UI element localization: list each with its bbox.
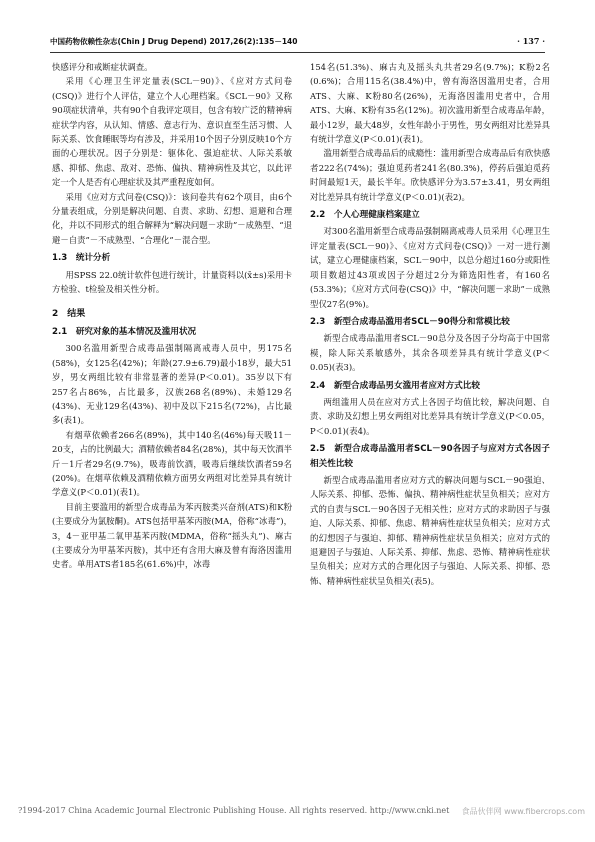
journal-citation: 中国药物依赖性杂志(Chin J Drug Depend) 2017,26(2):135－140: [50, 37, 298, 46]
section-heading: 2 结果: [52, 308, 86, 319]
paragraph: 滥用新型合成毒品后的成瘾性：滥用新型合成毒品后有欣快感者222名(74%)；强迫觅药者241名(80.3%)，停药后强迫觅药时间最短1天，最长半年。欣快感评分为3.57±3.41，男女两组对比差异具有统计学意义(P＜0.01)(表2)。: [310, 148, 550, 202]
page-footer: [18, 806, 585, 815]
section-heading: 2.4 新型合成毒品男女滥用者应对方式比较: [310, 380, 480, 391]
paragraph: 采用《心理卫生评定量表(SCL－90)》、《应对方式问卷(CSQ)》进行个人评估，建立个人心理档案。《SCL－90》又称90项症状清单，共有90个自我评定项目，包含有较广泛的精神病症状学内容，从认知、情感、意志行为、意识直至生活习惯、人际关系、饮食睡眠等均有涉及，并采用10个因子分别反映10个方面的心理状况。因子分别是：躯体化、强迫症状、人际关系敏感、抑郁、焦虑、敌对、恐怖、偏执、精神病性及其它，以此评定一个人是否有心理症状及其严重程度如何。: [52, 76, 292, 188]
paragraph: 300名滥用新型合成毒品强制隔离戒毒人员中，男175名(58%)，女125名(42%)；年龄(27.9±6.79)最小18岁，最大51岁，男女两组比较有非常显著的差异(P＜0.01)。35岁以下有257名占86%，占比最多，汉族268名(89%)、未婚129名(43%)、无业129名(43%)、初中及以下215名(72%)，占比最多(表1)。: [52, 343, 292, 426]
paragraph: 采用《应对方式问卷(CSQ)》：该问卷共有62个项目，由6个分量表组成，分别是解决问题、自责、求助、幻想、退避和合理化，并以不同形式的组合解释为“解决问题－求助”－成熟型、“退避－自责”－不成熟型、“合理化”－混合型。: [52, 191, 292, 245]
paragraph: 新型合成毒品滥用者SCL－90总分及各因子分均高于中国常模，除人际关系敏感外，其余各项差异具有统计学意义(P＜0.05)(表3)。: [310, 333, 550, 373]
page-number: · 137 ·: [517, 36, 545, 46]
watermark: 食品伙伴网 www.fibercrops.com: [461, 807, 585, 816]
paragraph: 两组滥用人员在应对方式上各因子均值比较，解决问题、自责、求助及幻想上男女两组对比差异具有统计学意义(P＜0.05，P＜0.01)(表4)。: [310, 396, 550, 436]
paragraph: 目前主要滥用的新型合成毒品为苯丙胺类兴奋剂(ATS)和K粉(主要成分为氯胺酮)。ATS包括甲基苯丙胺(MA，俗称“冰毒”)，3，4－亚甲基二氧甲基苯丙胺(MDMA，俗称“摇头丸”)、麻古(主要成分为甲基苯丙胺)，其中还有含用大麻及曾有海洛因滥用史者。单用ATS者185名(61.6%)中，冰毒: [52, 501, 292, 570]
section-heading: 1.3 统计分析: [52, 253, 111, 264]
page-header: [50, 36, 545, 50]
left-column: [52, 60, 292, 572]
paragraph: 用SPSS 22.0统计软件包进行统计，计量资料以(x̄±s)采用卡方检验、t检验及相关性分析。: [52, 269, 292, 295]
paragraph: 有烟草依赖者266名(89%)，其中140名(46%)每天吸11－20支，占的比例最大；酒精依赖者84名(28%)，其中每天饮酒半斤－1斤者29名(9.7%)，吸毒前饮酒，吸毒后继续饮酒者59名(20%)。在烟草依赖及酒精依赖方面男女两组对比差异具有统计学意义(P＜0.01)(表1)。: [52, 429, 292, 498]
right-column: [310, 60, 550, 588]
section-heading: 2.1 研究对象的基本情况及滥用状况: [52, 326, 197, 337]
copyright-line: ?1994-2017 China Academic Journal Electronic Publishing House. All rights reserved. http://www.cnki.net: [18, 806, 450, 815]
section-heading: 2.3 新型合成毒品滥用者SCL－90得分和常模比较: [310, 316, 510, 327]
paragraph: 154名(51.3%)、麻古丸及摇头丸共者29名(9.7%)；K粉2名(0.6%)；合用115名(38.4%)中，曾有海洛因滥用史者，合用ATS、大麻、K粉80名(26%)，无海洛因滥用史者中，合用ATS、大麻、K粉有35名(12%)。初次滥用新型合成毒品年龄，最小12岁，最大48岁，女性年龄小于男性，男女两组对比差异具有统计学意义(P＜0.01)(表1)。: [310, 62, 550, 145]
paragraph: 新型合成毒品滥用者应对方式的解决问题与SCL－90强迫、人际关系、抑郁、恐怖、偏执、精神病性症状呈负相关；应对方式的自责与SCL－90各因子无相关性；应对方式的求助因子与强迫、人际关系、抑郁、焦虑、精神病性症状呈负相关；应对方式的幻想因子与强迫、抑郁、精神病性症状呈负相关；应对方式的退避因子与强迫、人际关系、抑郁、焦虑、恐怖、精神病性症状呈负相关；应对方式的合理化因子与强迫、人际关系、抑郁、恐怖、精神病性症状呈负相关(表5)。: [310, 474, 550, 586]
section-heading: 2.2 个人心理健康档案建立: [310, 210, 420, 221]
header-rule: [50, 52, 545, 53]
paragraph: 对300名滥用新型合成毒品强制隔离戒毒人员采用《心理卫生评定量表(SCL－90)》、《应对方式问卷(CSQ)》一对一进行测试，建立心理健康档案，SCL－90中，以总分超过160分或阳性项目数超过43项或因子分超过2分为筛选阳性者，有160名(53.3%)；《应对方式问卷(CSQ)》中，“解决问题－求助”－成熟型仅27名(9%)。: [310, 226, 550, 309]
section-heading: 2.5 新型合成毒品滥用者SCL－90各因子与应对方式各因子相关性比较: [310, 444, 550, 469]
paragraph: 快感评分和戒断症状调查。: [52, 62, 153, 72]
